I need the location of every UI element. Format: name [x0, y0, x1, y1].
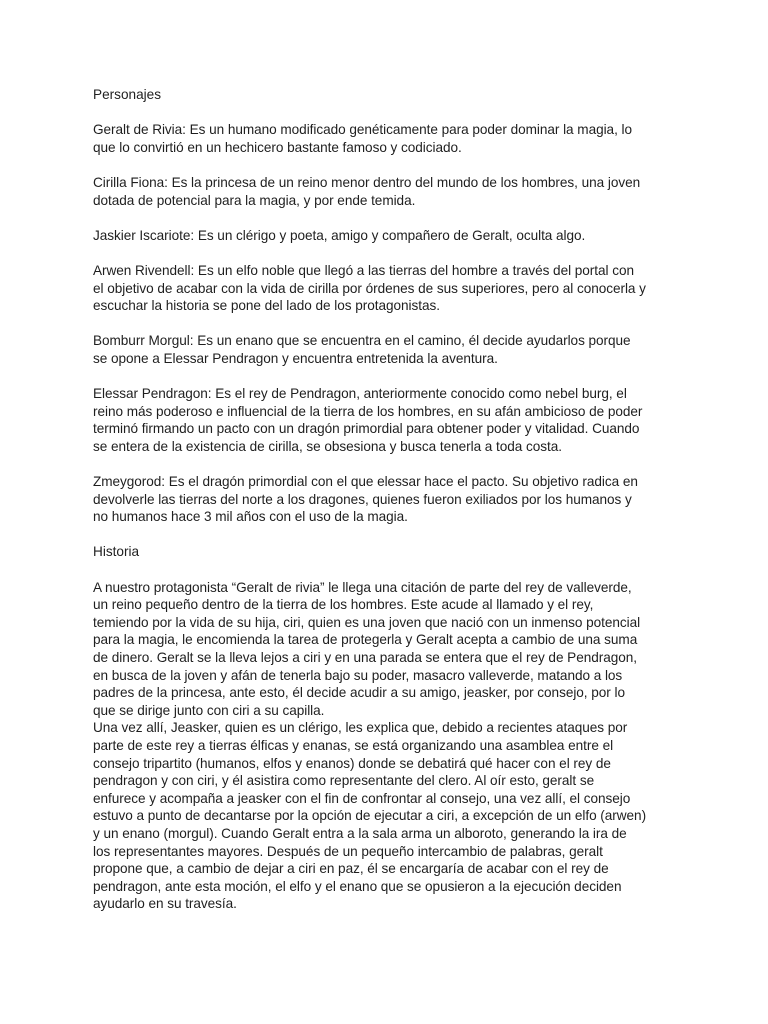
historia-paragraph-2: Una vez allí, Jeasker, quien es un clérigo, les explica que, debido a recientes ataques por parte de este rey a tierras élficas y enanas, se está organizando una asamblea entre el consejo tripartito (humanos, elfos y enanos) donde se debatirá qué hacer con el rey de pendragon y con ciri, y él asistira como representante del clero. Al oír esto, geralt se enfurece y acompaña a jeasker con el fin de confrontar al consejo, una vez allí, el consejo estuvo a punto de decantarse por la opción de ejecutar a ciri, a excepción de un elfo (arwen) y un enano (morgul). Cuando Geralt entra a la sala arma un alboroto, generando la ira de los representantes mayores. Después de un pequeño intercambio de palabras, geralt propone que, a cambio de dejar a ciri en paz, él se encargaría de acabar con el rey de pendragon, ante esta moción, el elfo y el enano que se opusieron a la ejecución deciden ayudarlo en su travesía.	[93, 720, 647, 912]
character-zmeygorod-paragraph: Zmeygorod: Es el dragón primordial con el que elessar hace el pacto. Su objetivo radica en devolverle las tierras del norte a los dragones, quienes fueron exiliados por los humanos y no humanos hace 3 mil años con el uso de la magia.	[93, 474, 638, 525]
character-cirilla-paragraph: Cirilla Fiona: Es la princesa de un reino menor dentro del mundo de los hombres, una joven dotada de potencial para la magia, y por ende temida.	[93, 174, 641, 208]
character-bomburr-paragraph: Bomburr Morgul: Es un enano que se encuentra en el camino, él decide ayudarlos porque se opone a Elessar Pendragon y encuentra entretenida la aventura.	[93, 333, 631, 366]
section-heading-personajes: Personajes	[93, 87, 162, 102]
character-jaskier-paragraph: Jaskier Iscariote: Es un clérigo y poeta, amigo y compañero de Geralt, oculta algo.	[93, 227, 586, 243]
character-elessar-paragraph: Elessar Pendragon: Es el rey de Pendragon, anteriormente conocido como nebel burg, el reino más poderoso e influencial de la tierra de los hombres, en su afán ambicioso de poder terminó firmando un pacto con un dragón primordial para obtener poder y vitalidad. Cuando se entera de la existencia de cirilla, se obsesiona y busca tenerla a toda costa.	[93, 386, 643, 454]
section-heading-historia: Historia	[93, 544, 140, 560]
character-arwen-paragraph: Arwen Rivendell: Es un elfo noble que llegó a las tierras del hombre a través del portal con el objetivo de acabar con la vida de cirilla por órdenes de sus superiores, pero al conocerla y escuchar la historia se pone del lado de los protagonistas.	[93, 262, 646, 314]
character-geralt-paragraph: Geralt de Rivia: Es un humano modificado genéticamente para poder dominar la magia, lo que lo convirtió en un hechicero bastante famoso y codiciado.	[93, 122, 632, 155]
historia-paragraph-1: A nuestro protagonista “Geralt de rivia” le llega una citación de parte del rey de valleverde, un reino pequeño dentro de la tierra de los hombres. Este acude al llamado y el rey, temiendo por la vida de su hija, ciri, quien es una joven que nació con un inmenso potencial para la magia, le encomienda la tarea de protegerla y Geralt acepta a cambio de una suma de dinero. Geralt se la lleva lejos a ciri y en una parada se entera que el rey de Pendragon, en busca de la joven y afán de tenerla bajo su poder, masacro valleverde, matando a los padres de la princesa, ante esto, él decide acudir a su amigo, jeasker, por consejo, por lo que se dirige junto con ciri a su capilla.	[93, 579, 641, 718]
